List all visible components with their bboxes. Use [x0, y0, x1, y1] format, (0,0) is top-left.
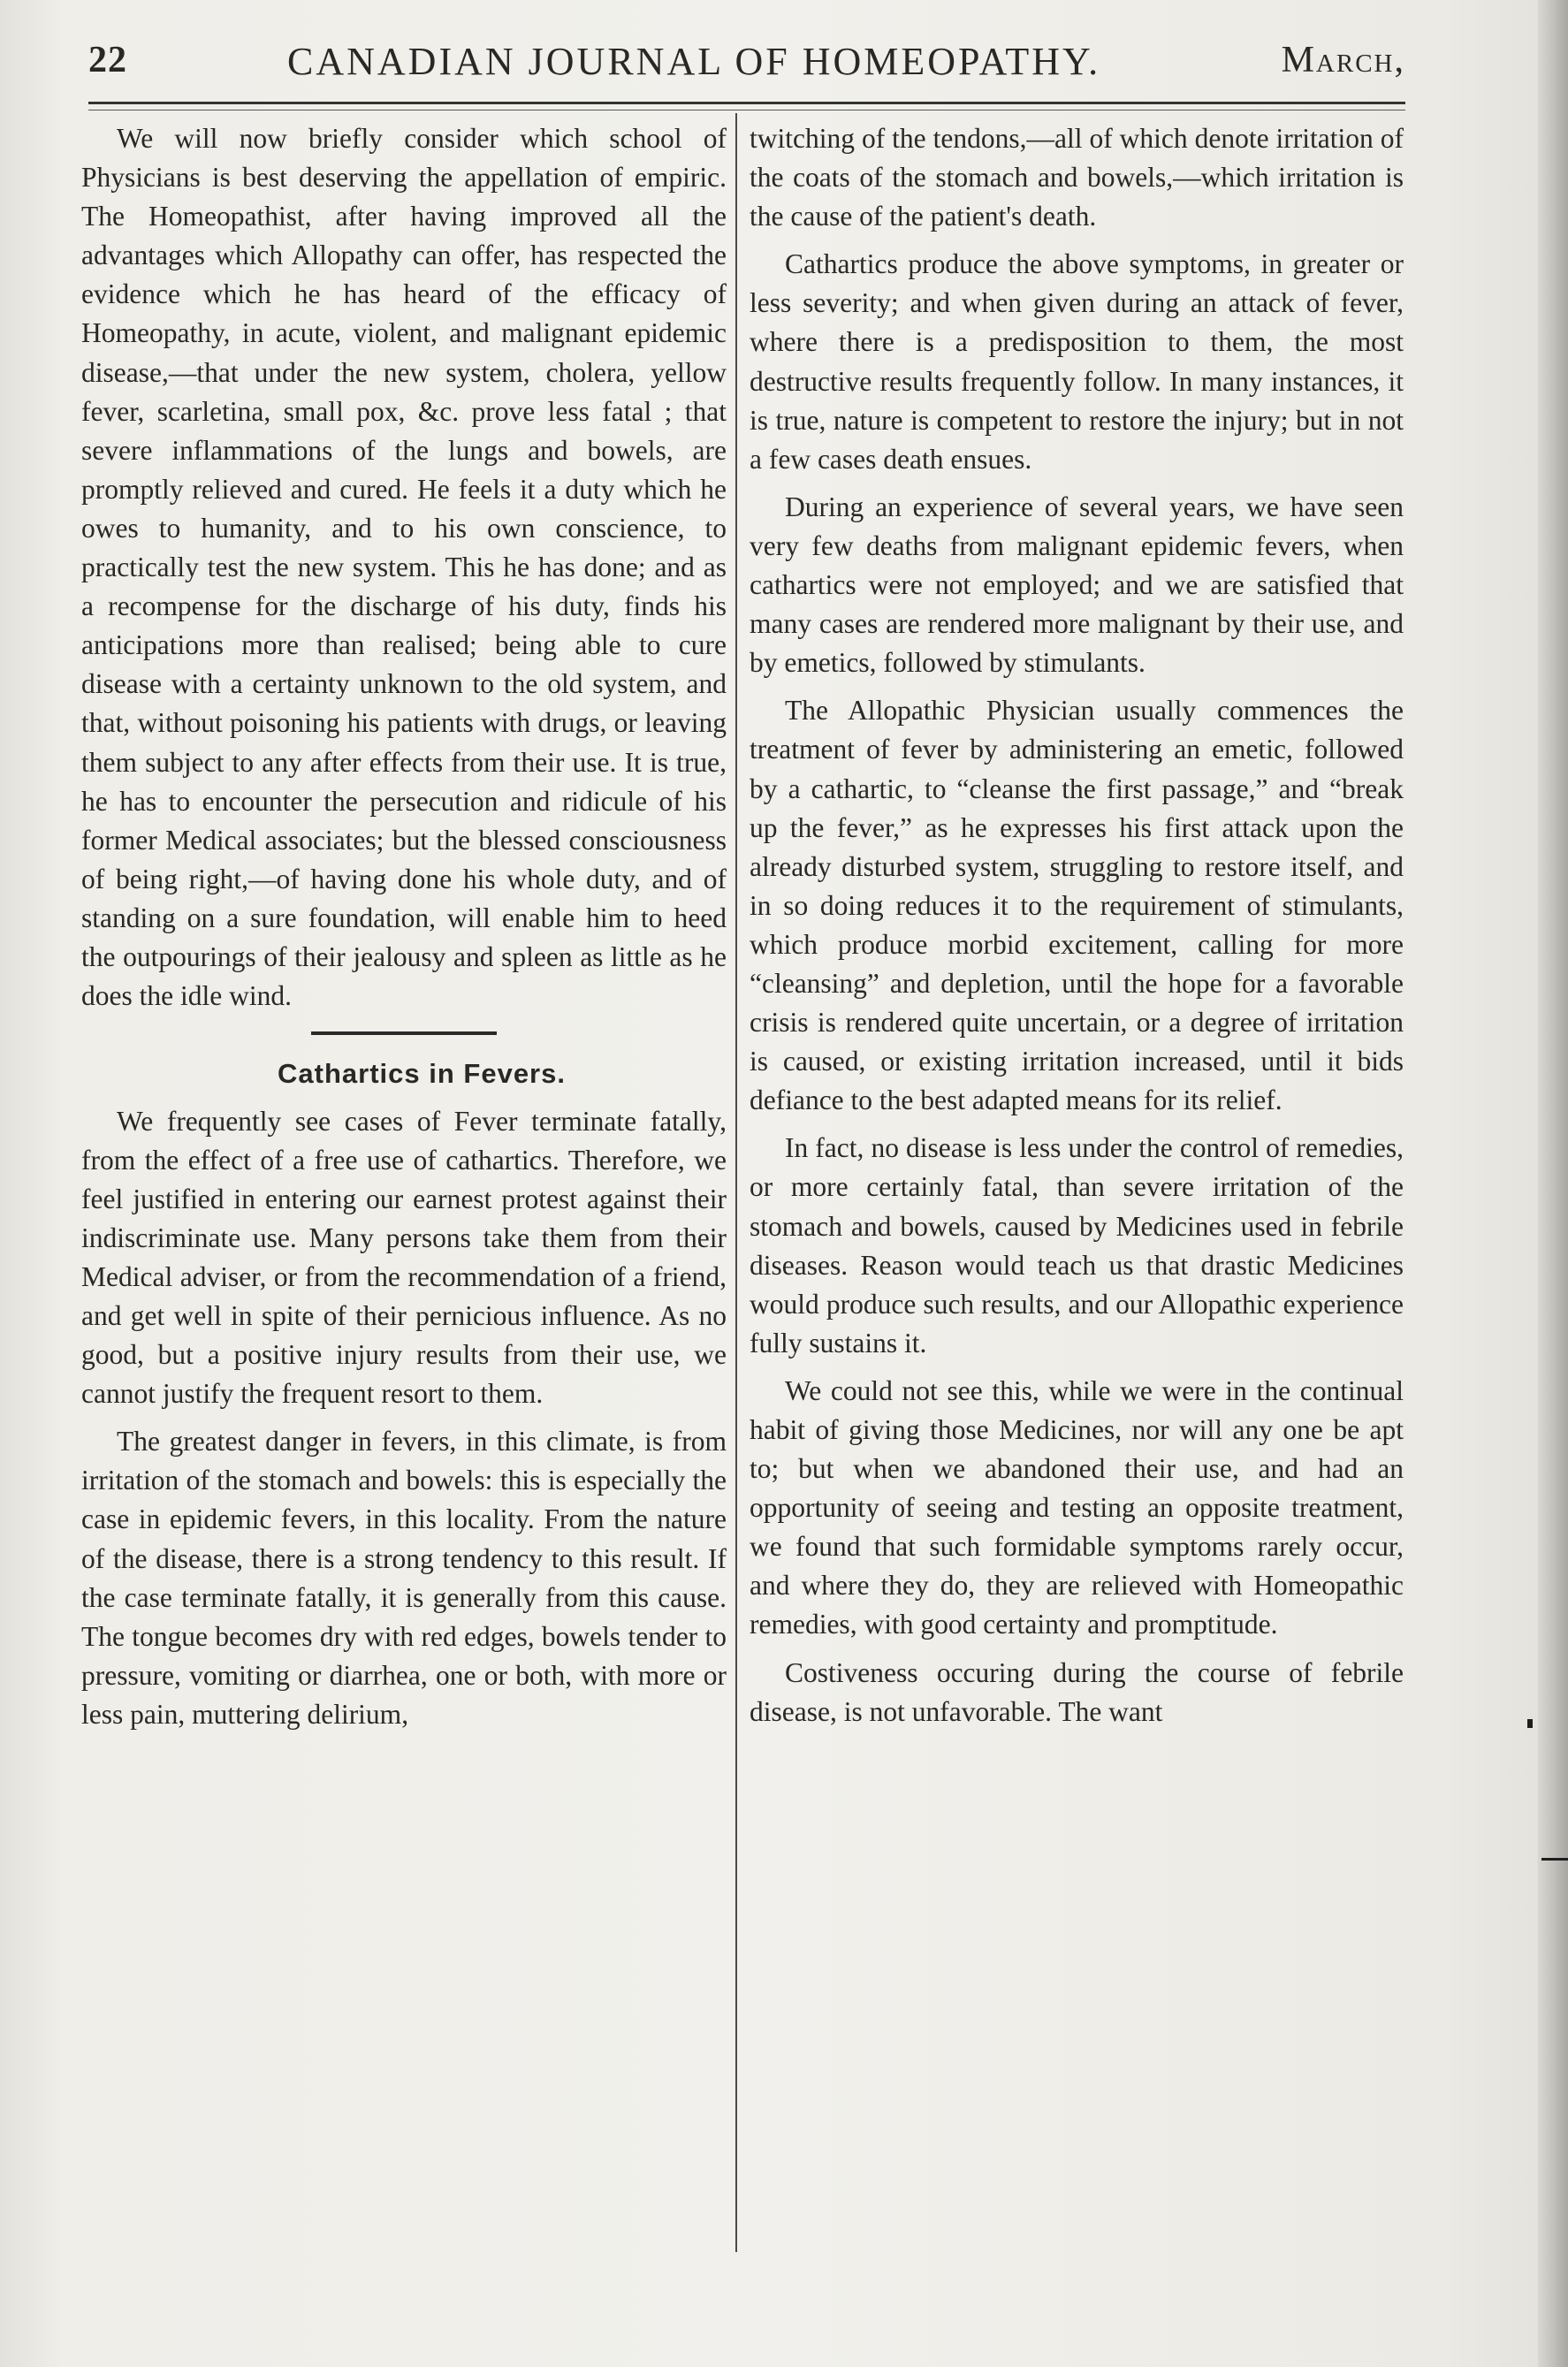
page-edge-shadow [1538, 0, 1568, 2367]
paragraph-fever-cathartics: We frequently see cases of Fever terminate fatally, from the effect of a free use of cathartics. Therefore, we feel justified in entering our earnest protest against their indiscriminate use. Many persons take them from their Medical adviser, or from the recommendation of a friend, and get well in spite of their pernicious influence. As no good, but a positive injury results from their use, we cannot justify the frequent resort to them. [81, 1105, 727, 1410]
column-divider [735, 113, 737, 2252]
journal-title: CANADIAN JOURNAL OF HOMEOPATHY. [287, 40, 1101, 83]
page-header [88, 39, 1405, 83]
issue-month: March, [1281, 40, 1405, 80]
paragraph-greatest-danger: The greatest danger in fevers, in this climate, is from irritation of the stomach and bowels: this is especially the case in epidemic fevers, in this locality. From the nature of the disease, there is a strong tendency to this result. If the case terminate fatally, it is generally from this cause. The tongue becomes dry with red edges, bowels tender to pressure, vomiting or diarrhea, one or both, with more or less pain, muttering delirium, [81, 1426, 727, 1730]
paragraph-irritation: In fact, no disease is less under the control of remedies, or more certainly fatal, than severe irritation of the stomach and bowels, caused by Medicines used in febrile diseases. Reason would teach us that drastic Medicines would produce such results, and our Allopathic experience fully sustains it. [750, 1132, 1404, 1359]
page-number: 22 [88, 40, 127, 80]
paragraph-allopathic-treatment: The Allopathic Physician usually commences the treatment of fever by administering an emetic, followed by a cathartic, to “cleanse the first passage,” and “break up the fever,” as he expresses his first attack upon the already disturbed system, struggling to restore itself, and in so doing reduces it to the requirement of stimulants, which produce morbid excitement, calling for more “cleansing” and depletion, until the hope for a favorable crisis is rendered quite uncertain, or a degree of irritation is caused, or existing irritation increased, until it bids defiance to the best adapted means for its relief. [750, 695, 1404, 1116]
edge-mark-lower [1541, 1858, 1568, 1861]
paragraph-homeopathic-remedies: We could not see this, while we were in the continual habit of giving those Medicines, nor will any one be apt to; but when we abandoned their use, and had an opportunity of seeing and testing an opposite treatment, we found that such formidable symptoms rarely occur, and where they do, they are relieved with Homeopathic remedies, with good certainty and promptitude. [750, 1374, 1404, 1640]
section-divider [311, 1031, 497, 1035]
left-column [81, 119, 727, 1743]
right-column [750, 119, 1404, 1740]
paragraph-continued: twitching of the tendons,—all of which denote irritation of the coats of the stomach and bowels,—which irritation is the cause of the patient's death. [750, 123, 1404, 232]
paragraph-symptoms: Cathartics produce the above symptoms, in greater or less severity; and when given during an attack of fever, where there is a predisposition to them, the most destructive results frequently follow. In many instances, it is true, nature is competent to restore the injury; but in not a few cases death ensues. [750, 248, 1404, 475]
paragraph-experience: During an experience of several years, we have seen very few deaths from malignant epidemic fevers, when cathartics were not employed; and we are satisfied that many cases are rendered more malignant by their use, and by emetics, followed by stimulants. [750, 491, 1404, 679]
edge-mark-upper [1527, 1719, 1533, 1728]
header-rule [88, 102, 1405, 104]
section-heading-cathartics: Cathartics in Fevers. [278, 1058, 566, 1090]
paragraph-empiric-school: We will now briefly consider which school of Physicians is best deserving the appellation of empiric. The Homeopathist, after having improved all the advantages which Allopathy can offer, has respected the evidence which he has heard of the efficacy of Homeopathy, in acute, violent, and malignant epidemic disease,—that under the new system, cholera, yellow fever, scarletina, small pox, &c. prove less fatal ; that severe inflammations of the lungs and bowels, are promptly relieved and cured. He feels it a duty which he owes to humanity, and to his own conscience, to practically test the new system. This he has done; and as a recompense for the discharge of his duty, finds his anticipations more than realised; being able to cure disease with a certainty unknown to the old system, and that, without poisoning his patients with drugs, or leaving them subject to any after effects from their use. It is true, he has to encounter the persecution and ridicule of his former Medical associates; but the blessed consciousness of being right,—of having done his whole duty, and of standing on a sure foundation, will enable him to heed the outpourings of their jealousy and spleen as little as he does the idle wind. [81, 123, 727, 1012]
paragraph-costiveness: Costiveness occuring during the course of febrile disease, is not unfavorable. The want [750, 1656, 1404, 1727]
